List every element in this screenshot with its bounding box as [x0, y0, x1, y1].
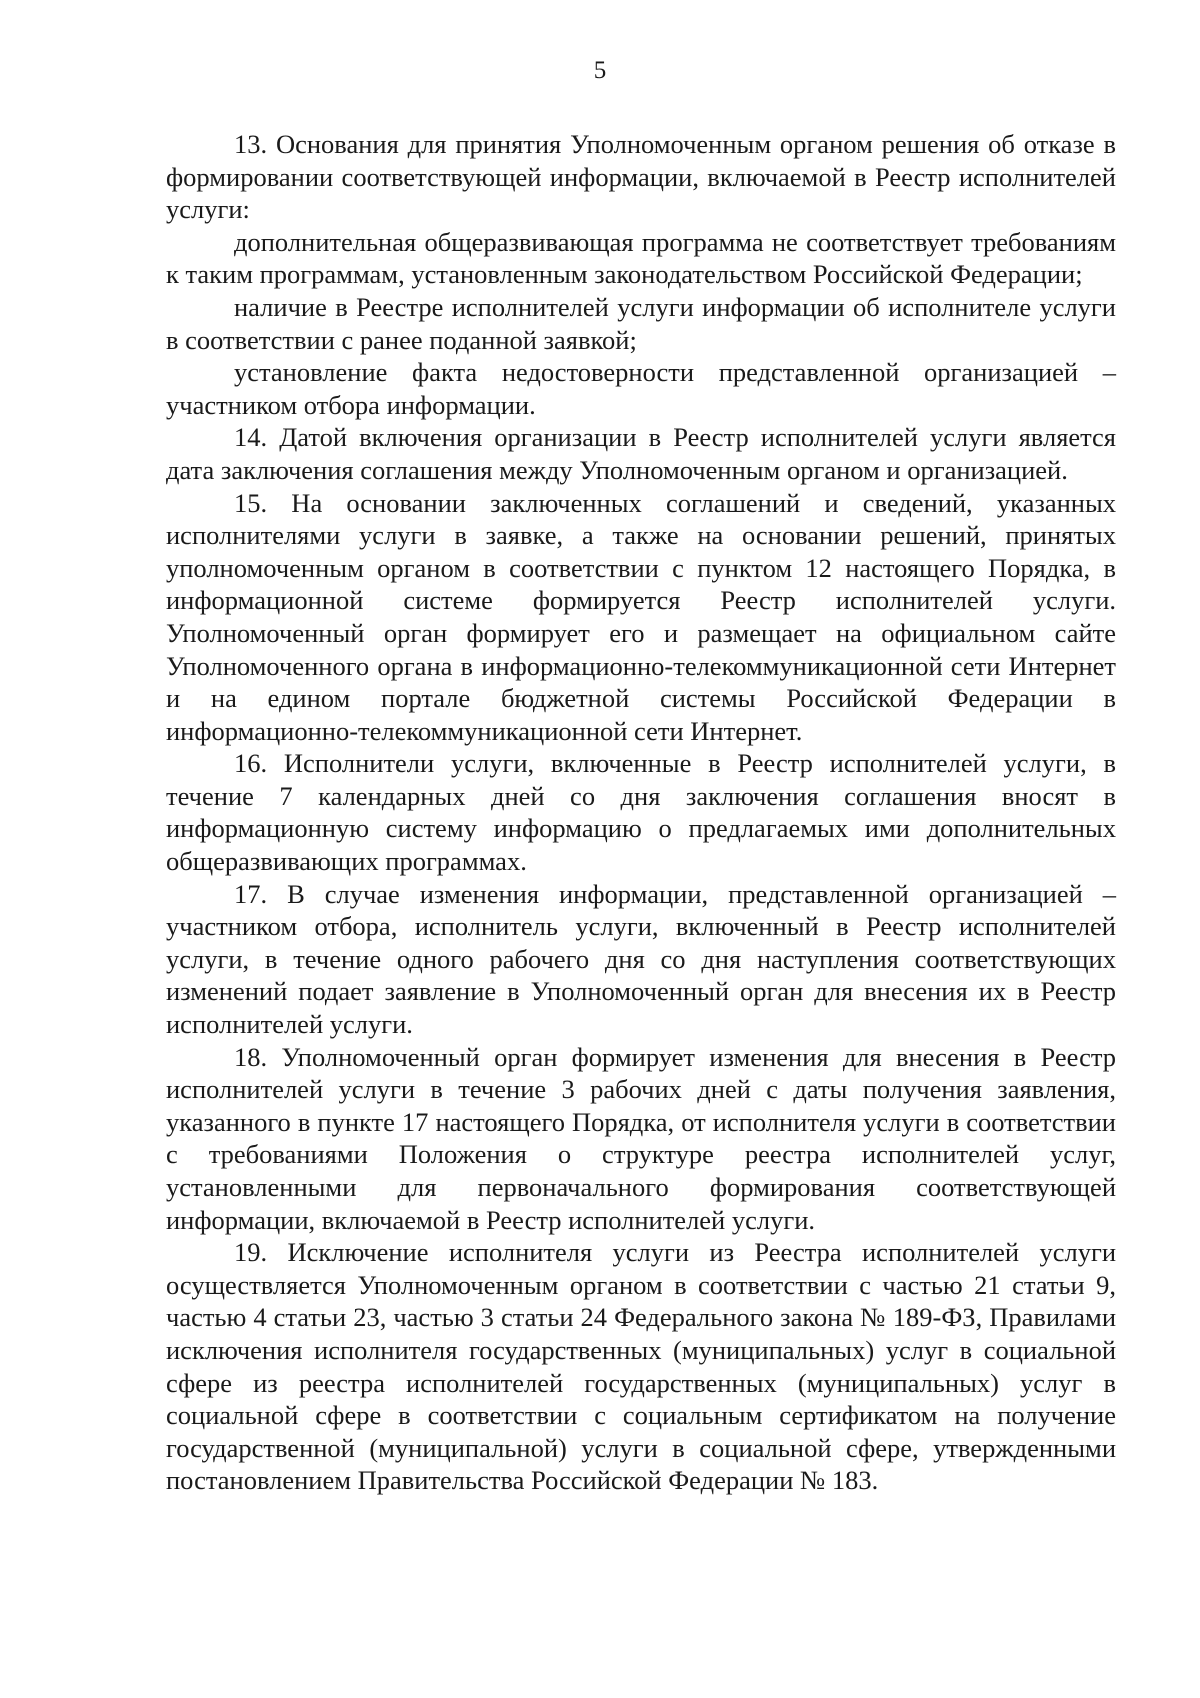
page-number: 5	[593, 57, 607, 84]
paragraph-13-item-3: установление факта недостоверности представленной организацией – участником отбора информации.	[166, 357, 1116, 420]
paragraph-19: 19. Исключение исполнителя услуги из Реестра исполнителей услуги осуществляется Уполномоченным органом в соответствии с частью 21 статьи 9, частью 4 статьи 23, частью 3 статьи 24 Федерального закона № 189-ФЗ, Правилами исключения исполнителя государственных (муниципальных) услуг в социальной сфере из реестра исполнителей государственных (муниципальных) услуг в социальной сфере в соответствии с социальным сертификатом на получение государственной (муниципальной) услуги в социальной сфере, утвержденными постановлением Правительства Российской Федерации № 183.	[166, 1237, 1116, 1496]
paragraph-16: 16. Исполнители услуги, включенные в Реестр исполнителей услуги, в течение 7 календарных дней со дня заключения соглашения вносят в информационную систему информацию о предлагаемых ими дополнительных общеразвивающих программах.	[166, 748, 1116, 877]
paragraph-13-item-2: наличие в Реестре исполнителей услуги информации об исполнителе услуги в соответствии с ранее поданной заявкой;	[166, 291, 1116, 355]
paragraph-13: 13. Основания для принятия Уполномоченным органом решения об отказе в формировании соответствующей информации, включаемой в Реестр исполнителей услуги:	[166, 129, 1116, 225]
paragraph-13-item-1: дополнительная общеразвивающая программа не соответствует требованиям к таким программам, установленным законодательством Российской Федерации;	[166, 226, 1116, 290]
paragraph-17: 17. В случае изменения информации, представленной организацией – участником отбора, исполнитель услуги, включенный в Реестр исполнителей услуги, в течение одного рабочего дня со дня наступления соответствующих изменений подает заявление в Уполномоченный орган для внесения их в Реестр исполнителей услуги.	[166, 878, 1116, 1040]
paragraph-18: 18. Уполномоченный орган формирует изменения для внесения в Реестр исполнителей услуги в течение 3 рабочих дней с даты получения заявления, указанного в пункте 17 настоящего Порядка, от исполнителя услуги в соответствии с требованиями Положения о структуре реестра исполнителей услуг, установленными для первоначального формирования соответствующей информации, включаемой в Реестр исполнителей услуги.	[166, 1041, 1116, 1235]
paragraph-15: 15. На основании заключенных соглашений и сведений, указанных исполнителями услуги в заявке, а также на основании решений, принятых уполномоченным органом в соответствии с пунктом 12 настоящего Порядка, в информационной системе формируется Реестр исполнителей услуги. Уполномоченный орган формирует его и размещает на официальном сайте Уполномоченного органа в информационно-телекоммуникационной сети Интернет и на едином портале бюджетной системы Российской Федерации в информационно-телекоммуникационной сети Интернет.	[166, 487, 1116, 746]
paragraph-14: 14. Датой включения организации в Реестр исполнителей услуги является дата заключения соглашения между Уполномоченным органом и организацией.	[166, 422, 1116, 485]
document-body	[166, 128, 1116, 1497]
